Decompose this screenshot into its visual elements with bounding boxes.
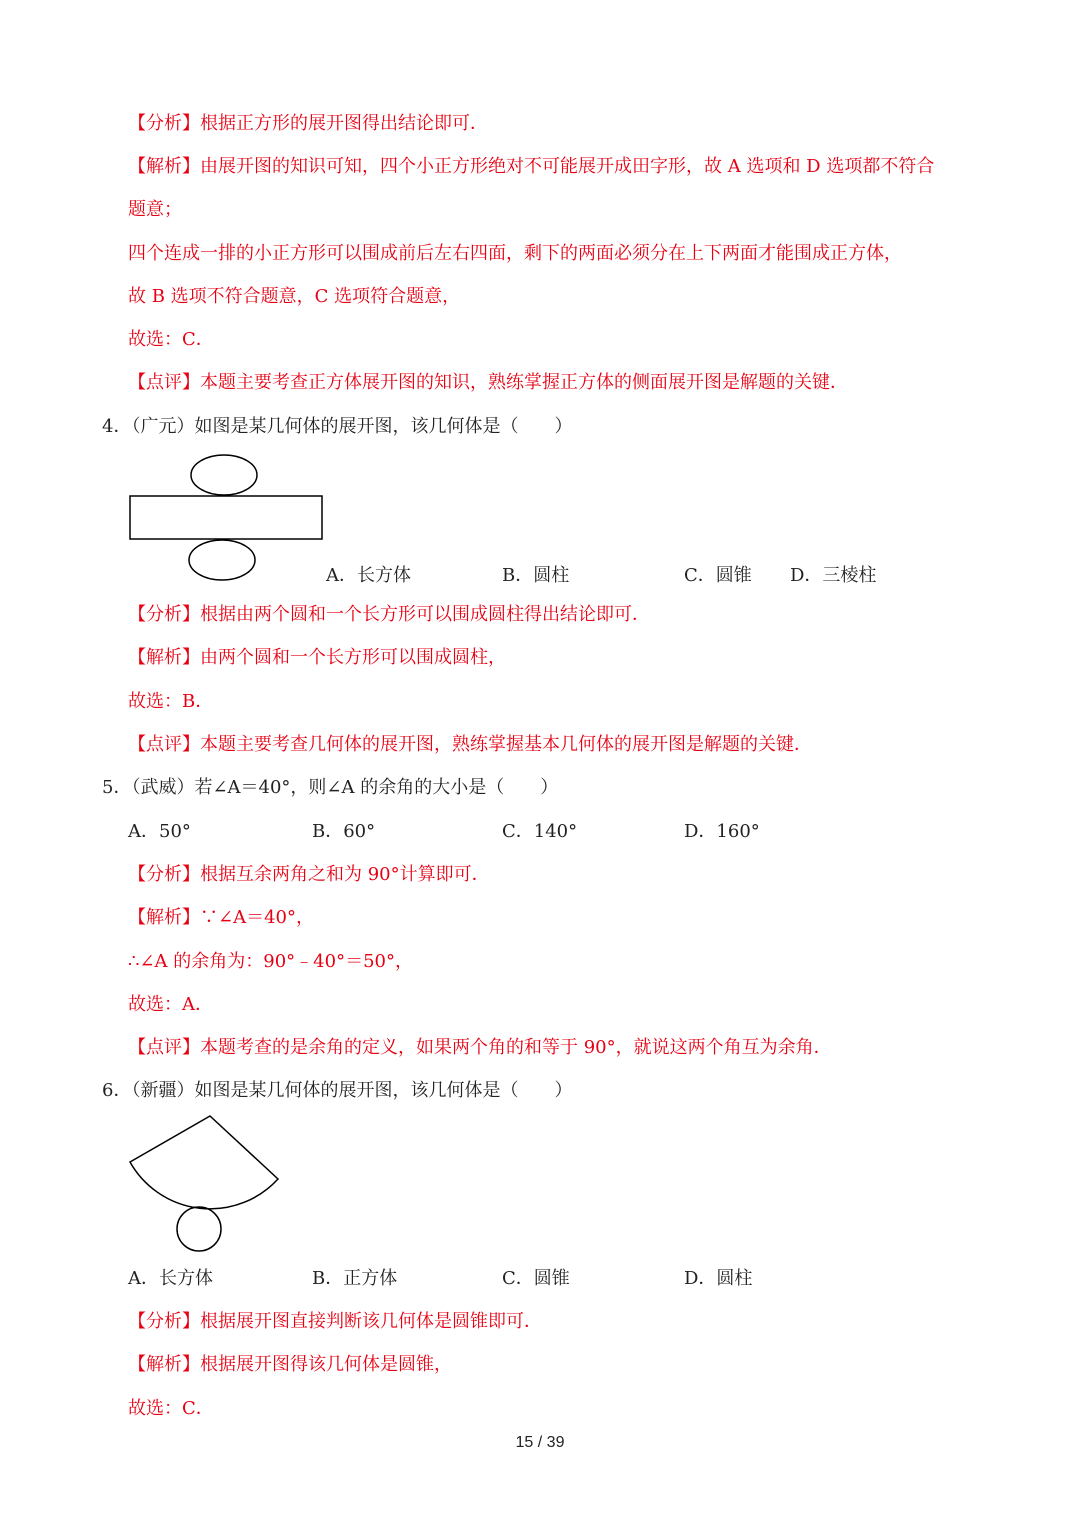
q6-stem: 6．（新疆）如图是某几何体的展开图，该几何体是（ ） — [102, 1080, 573, 1101]
q4-solution: 【解析】由两个圆和一个长方形可以围成圆柱， — [128, 647, 506, 668]
q3-solution-1: 【解析】由展开图的知识可知，四个小正方形绝对不可能展开成田字形，故 A 选项和 D 选项都不符合 — [128, 156, 935, 177]
q5-answer: 故选：A． — [128, 994, 213, 1015]
q4-answer: 故选：B． — [128, 691, 214, 712]
q3-answer: 故选：C． — [128, 329, 214, 350]
q4-figure-cylinder-net — [126, 452, 326, 582]
q6-figure-cone-net — [126, 1112, 286, 1258]
q4-top-circle — [191, 455, 257, 495]
q3-solution-3: 四个连成一排的小正方形可以围成前后左右四面，剩下的两面必须分在上下两面才能围成正方体， — [128, 243, 902, 264]
q6-answer: 故选：C． — [128, 1398, 214, 1419]
q3-solution-4: 故 B 选项不符合题意，C 选项符合题意， — [128, 286, 461, 307]
q5-option-d: D．160° — [684, 821, 760, 842]
q4-stem: 4．（广元）如图是某几何体的展开图，该几何体是（ ） — [102, 416, 573, 437]
q4-comment: 【点评】本题主要考查几何体的展开图，熟练掌握基本几何体的展开图是解题的关键． — [128, 734, 812, 755]
q4-option-b: B．圆柱 — [502, 565, 570, 586]
q5-analysis: 【分析】根据互余两角之和为 90°计算即可． — [128, 864, 490, 885]
q4-option-d: D．三棱柱 — [790, 565, 877, 586]
q5-solution-2: ∴∠A 的余角为：90°﹣40°＝50°， — [128, 951, 413, 972]
q6-base-circle — [177, 1207, 221, 1251]
q3-solution-2: 题意； — [128, 199, 182, 220]
q6-solution: 【解析】根据展开图得该几何体是圆锥， — [128, 1354, 452, 1375]
q6-analysis: 【分析】根据展开图直接判断该几何体是圆锥即可． — [128, 1311, 542, 1332]
q5-option-b: B．60° — [312, 821, 376, 842]
q4-bottom-circle — [189, 540, 255, 580]
q5-solution-1: 【解析】∵∠A＝40°， — [128, 907, 314, 928]
q3-analysis: 【分析】根据正方形的展开图得出结论即可． — [128, 113, 488, 134]
q5-option-c: C．140° — [502, 821, 578, 842]
q6-option-c: C．圆锥 — [502, 1268, 570, 1289]
q6-sector — [130, 1116, 278, 1209]
q6-option-d: D．圆柱 — [684, 1268, 753, 1289]
q4-rectangle — [130, 496, 322, 539]
page-number: 15 / 39 — [515, 1434, 565, 1451]
q4-analysis: 【分析】根据由两个圆和一个长方形可以围成圆柱得出结论即可． — [128, 604, 650, 625]
q6-option-b: B．正方体 — [312, 1268, 398, 1289]
q4-option-c: C．圆锥 — [684, 565, 752, 586]
q5-option-a: A．50° — [128, 821, 191, 842]
q6-option-a: A．长方体 — [128, 1268, 213, 1289]
q3-comment: 【点评】本题主要考查正方体展开图的知识，熟练掌握正方体的侧面展开图是解题的关键． — [128, 372, 848, 393]
q5-stem: 5．（武威）若∠A＝40°，则∠A 的余角的大小是（ ） — [102, 777, 559, 798]
q5-comment: 【点评】本题考查的是余角的定义，如果两个角的和等于 90°，就说这两个角互为余角． — [128, 1037, 832, 1058]
q4-option-a: A．长方体 — [326, 565, 411, 586]
